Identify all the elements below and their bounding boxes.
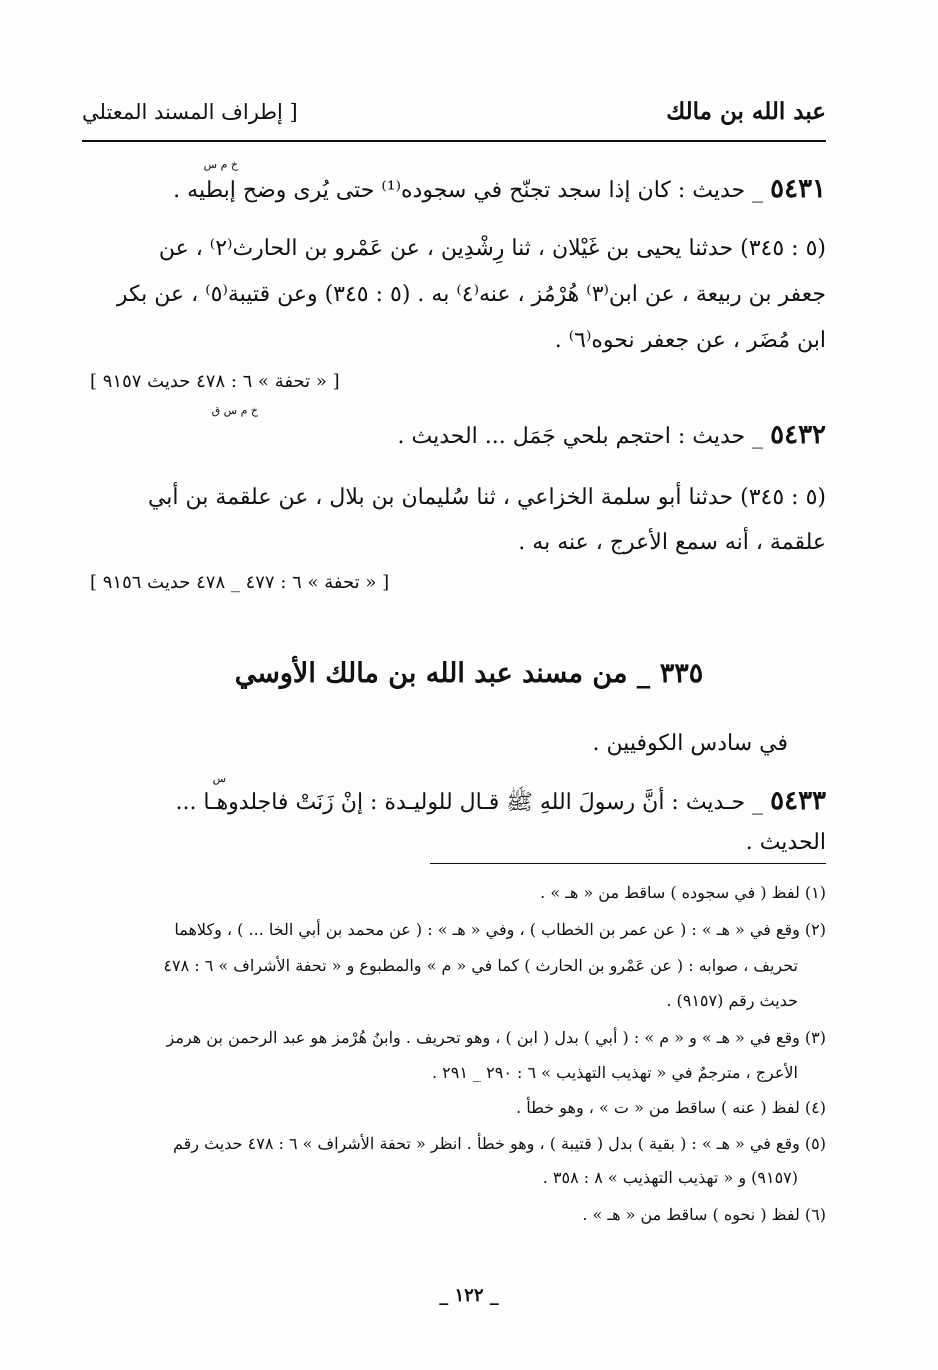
chapter-note: في سادس الكوفيين . [592, 731, 788, 756]
footnote-4: (٤) لفظ ( عنه ) ساقط من « ت » ، وهو خطأ . [516, 1098, 826, 1117]
entry-5432-body-2: علقمة ، أنه سمع الأعرج ، عنه به . [518, 530, 826, 555]
entry-5432-reference: [ « تحفة » ٦ : ٤٧٧ _ ٤٧٨ حديث ٩١٥٦ ] [90, 572, 390, 593]
footnote-rule [430, 863, 826, 864]
footnote-2-line-2: تحريف ، صوابه : ( عن عَمْرو بن الحارث ) كما في « م » والمطبوع و « تحفة الأشراف » ٦ : ٤٧٨ [163, 956, 798, 975]
chapter-title: ٣٣٥ _ من مسند عبد الله بن مالك الأوسي [234, 658, 704, 689]
entry-5433-symbols: س [212, 772, 226, 785]
entry-5431-number: ٥٤٣١ [770, 174, 826, 204]
entry-5432-heading [398, 422, 826, 448]
entry-5433-number: ٥٤٣٣ [770, 786, 826, 816]
entry-5432-body-1: (٥ : ٣٤٥) حدثنا أبو سلمة الخزاعي ، ثنا سُليمان بن بلال ، عن علقمة بن أبي [147, 485, 826, 510]
entry-5431-body-3: ابن مُضَر ، عن جعفر نحوه⁽٦⁾ . [554, 328, 826, 353]
footnote-2-line-1: (٢) وقع في « هـ » : ( عن عمر بن الخطاب ) ، وفي « هـ » : ( عن محمد بن أبي الخا ... ) ، وكلاهما [174, 920, 826, 939]
entry-5431-heading [173, 176, 826, 202]
footnote-1: (١) لفظ ( في سجوده ) ساقط من « هـ » . [540, 883, 826, 902]
header-rule [82, 140, 826, 142]
entry-5433-text: _ حـديث : أنَّ رسولَ اللهِ ﷺ قـال للوليـدة : إنْ زَنَتْ فاجلدوهـا ... [175, 790, 764, 815]
footnote-5-line-2: (٩١٥٧) و « تهذيب التهذيب » ٨ : ٣٥٨ . [542, 1168, 798, 1187]
running-header-title: عبد الله بن مالك [666, 98, 826, 125]
entry-5431-text: _ حديث : كان إذا سجد تجنّح في سجوده⁽¹⁾ حتى يُرى وضح إبطيه . [173, 178, 764, 203]
entry-5431-body-2: جعفر بن ربيعة ، عن ابن⁽٣⁾ هُرْمُز ، عنه⁽٤⁾ به . (٥ : ٣٤٥) وعن قتيبة⁽٥⁾ ، عن بكر [116, 282, 826, 307]
page-number: _ ١٢٢ _ [439, 1285, 499, 1306]
entry-5431-body-1: (٥ : ٣٤٥) حدثنا يحيى بن غَيْلان ، ثنا رِشْدِين ، عن عَمْرو بن الحارث⁽٢⁾ ، عن [158, 236, 826, 261]
entry-5433-heading [175, 788, 826, 814]
entry-5432-text: _ حديث : احتجم بلحي جَمَل ... الحديث . [397, 424, 764, 449]
footnote-5-line-1: (٥) وقع في « هـ » : ( بقية ) بدل ( قتيبة ) ، وهو خطأ . انظر « تحفة الأشراف » ٦ : ٤٧٨ حديث رقم [172, 1134, 826, 1153]
running-header-book: [ إطراف المسند المعتلي [82, 100, 298, 124]
footnote-3-line-1: (٣) وقع في « هـ » و « م » : ( أبي ) بدل ( ابن ) ، وهو تحريف . وابنُ هُرْمز هو عبد الرحمن بن هرمز [166, 1028, 826, 1047]
footnote-2-line-3: حديث رقم (٩١٥٧) . [666, 991, 798, 1010]
entry-5433-continuation: الحديث . [745, 830, 826, 855]
entry-5432-symbols: خ م س ق [211, 404, 258, 417]
footnote-3-line-2: الأعرج ، مترجمٌ في « تهذيب التهذيب » ٦ : ٢٩٠ _ ٢٩١ . [432, 1063, 798, 1082]
entry-5432-number: ٥٤٣٢ [770, 420, 826, 450]
entry-5431-reference: [ « تحفة » ٦ : ٤٧٨ حديث ٩١٥٧ ] [90, 371, 340, 392]
entry-5431-symbols: خ م س [203, 158, 238, 171]
footnote-6: (٦) لفظ ( نحوه ) ساقط من « هـ » . [582, 1205, 826, 1224]
